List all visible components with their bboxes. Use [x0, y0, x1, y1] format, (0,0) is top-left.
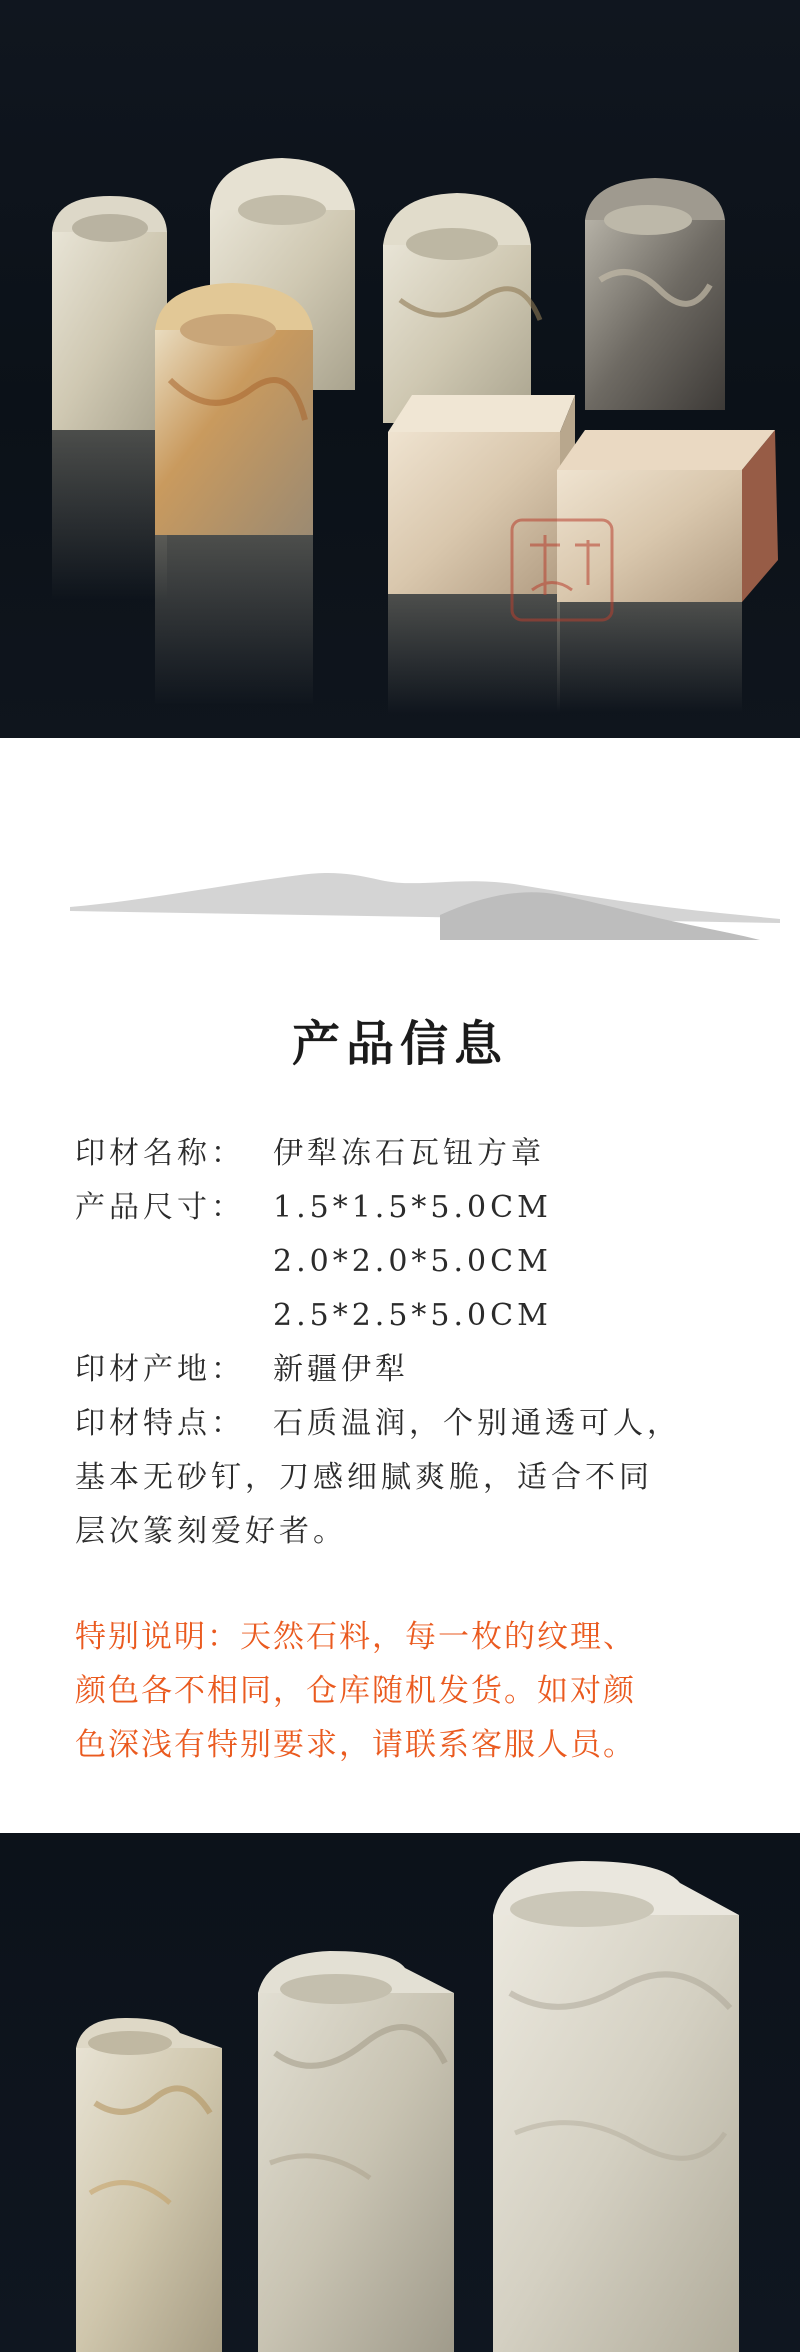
- mountain-decoration-icon: [0, 845, 800, 955]
- info-value-feature-2: 基本无砂钉，刀感细腻爽脆，适合不同: [75, 1460, 653, 1495]
- info-row-origin: [75, 1343, 755, 1397]
- info-value-size-3: 2.5*2.5*5.0CM: [273, 1298, 552, 1333]
- info-key-size: 产品尺寸：: [75, 1190, 245, 1225]
- note-line-3: 色深浅有特别要求，请联系客服人员。: [75, 1727, 636, 1763]
- info-value-feature-3: 层次篆刻爱好者。: [75, 1514, 347, 1549]
- info-row-name: [75, 1127, 755, 1181]
- hero-photo: [0, 0, 800, 738]
- info-row-size: [75, 1181, 755, 1235]
- seal-stones-photo-icon: [0, 0, 800, 738]
- info-value-origin: 新疆伊犁: [273, 1352, 409, 1387]
- info-key-name: 印材名称：: [75, 1136, 245, 1171]
- info-value-feature-1: 石质温润，个别通透可人，: [273, 1406, 681, 1441]
- size-comparison-photo: [0, 1833, 800, 2352]
- page-title: 产品信息: [291, 1016, 508, 1072]
- info-row-feature: [75, 1397, 755, 1451]
- info-row-size-3: [75, 1289, 755, 1343]
- special-note: [75, 1610, 755, 1772]
- info-value-name: 伊犁冻石瓦钮方章: [273, 1136, 545, 1171]
- info-value-size-1: 1.5*1.5*5.0CM: [273, 1190, 552, 1225]
- note-line-2: 颜色各不相同，仓库随机发货。如对颜: [75, 1673, 636, 1709]
- info-value-size-2: 2.0*2.0*5.0CM: [273, 1244, 552, 1279]
- product-info: [75, 1127, 755, 1559]
- seal-size-comparison-icon: [0, 1833, 800, 2352]
- info-key-origin: 印材产地：: [75, 1352, 245, 1387]
- note-line-1: 特别说明：天然石料，每一枚的纹理、: [75, 1619, 636, 1655]
- info-row-size-2: [75, 1235, 755, 1289]
- info-key-feature: 印材特点：: [75, 1406, 245, 1441]
